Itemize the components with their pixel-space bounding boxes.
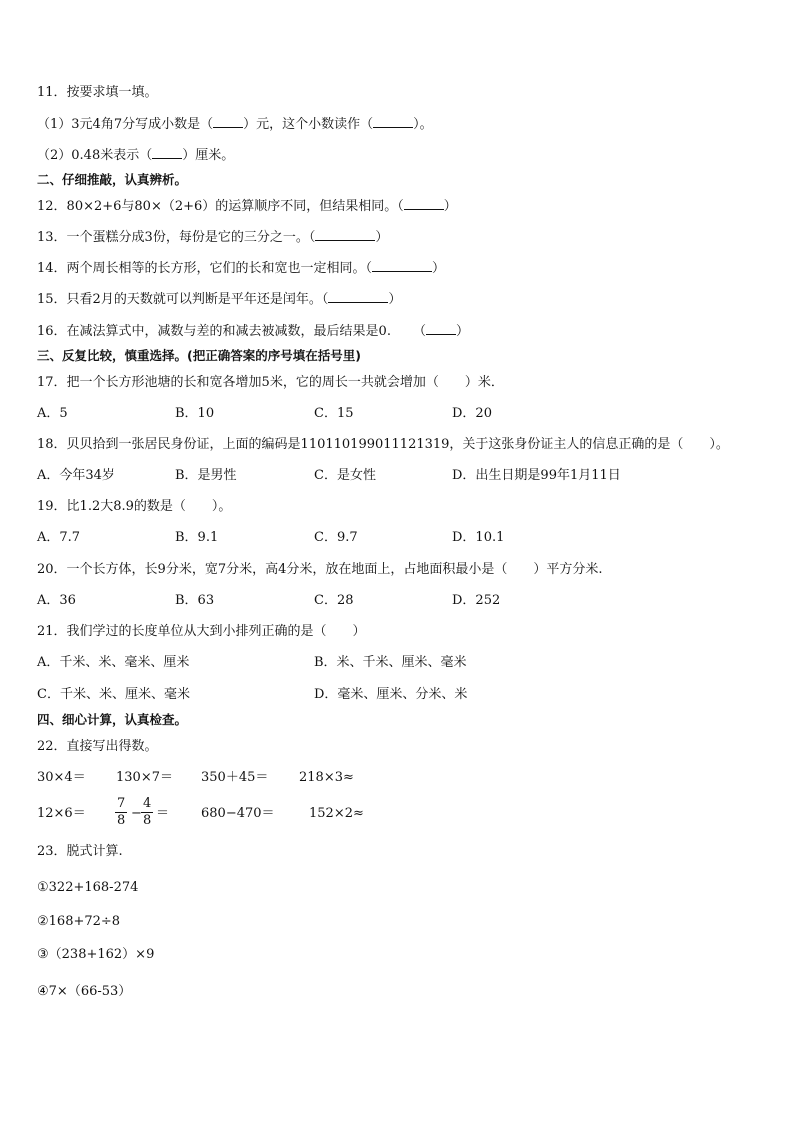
q12-text: 12．80×2+6与80×（2+6）的运算顺序不同，但结果相同。（ xyxy=(37,199,404,214)
q23-item-4: ④7×（66-53） xyxy=(37,984,132,999)
q18-option-a[interactable]: A．今年34岁 xyxy=(37,468,115,483)
q14-text: 14．两个周长相等的长方形，它们的长和宽也一定相同。（ xyxy=(37,261,373,276)
fraction-numerator: 4 xyxy=(143,796,152,811)
q18-option-b[interactable]: B．是男性 xyxy=(175,468,237,483)
q17-text: 17．把一个长方形池塘的长和宽各增加5米，它的周长一共就会增加（ ）米． xyxy=(37,375,504,390)
q19-option-b[interactable]: B．9.1 xyxy=(175,530,219,545)
q19-option-d[interactable]: D．10.1 xyxy=(452,530,505,545)
answer-blank[interactable] xyxy=(426,322,456,335)
fraction-7-8 xyxy=(115,796,127,829)
q17-option-a[interactable]: A．5 xyxy=(37,406,68,421)
fraction-4-8 xyxy=(141,796,153,829)
q21-option-d[interactable]: D．毫米、厘米、分米、米 xyxy=(314,687,468,702)
q18-option-d[interactable]: D．出生日期是99年1月11日 xyxy=(452,468,621,483)
q11-part2-text-b: ）厘米。 xyxy=(182,148,235,163)
q17-option-c[interactable]: C．15 xyxy=(314,406,354,421)
q17-option-d[interactable]: D．20 xyxy=(452,406,492,421)
q16-close: ） xyxy=(455,324,469,339)
section-3-heading: 三、反复比较，慎重选择。(把正确答案的序号填在括号里) xyxy=(37,348,361,363)
q20-option-a[interactable]: A．36 xyxy=(37,593,76,608)
q16-open: （ xyxy=(412,324,426,339)
q22-expr-1: 30×4＝ xyxy=(37,770,86,785)
q11-part1-text-c: ）。 xyxy=(413,117,433,132)
minus-sign: − xyxy=(131,806,142,821)
q22-expr-3: 350＋45＝ xyxy=(201,770,269,785)
q23-item-2: ②168+72÷8 xyxy=(37,914,121,929)
fraction-numerator: 7 xyxy=(117,796,126,811)
section-2-heading: 二、仔细推敲，认真辨析。 xyxy=(37,172,188,187)
q22-expr-5: 12×6＝ xyxy=(37,806,86,821)
q16-text: 16．在减法算式中，减数与差的和减去被减数，最后结果是0. xyxy=(37,324,391,339)
q22-expr-4: 218×3≈ xyxy=(299,770,354,785)
q11-part1 xyxy=(37,115,433,134)
q21-option-c[interactable]: C．千米、米、厘米、毫米 xyxy=(37,687,190,702)
q13-text: 13．一个蛋糕分成3份，每份是它的三分之一。（ xyxy=(37,230,316,245)
q23-item-1: ①322+168-274 xyxy=(37,880,139,895)
q14 xyxy=(37,259,445,278)
q11-part2 xyxy=(37,146,234,165)
answer-blank[interactable] xyxy=(328,290,388,303)
answer-blank[interactable] xyxy=(404,197,444,210)
answer-blank[interactable] xyxy=(372,259,432,272)
q16 xyxy=(37,322,469,341)
q17-option-b[interactable]: B．10 xyxy=(175,406,215,421)
q20-text: 20．一个长方体，长9分米，宽7分米，高4分米，放在地面上，占地面积最小是（ ）平方分米. xyxy=(37,562,603,577)
q20-option-b[interactable]: B．63 xyxy=(175,593,215,608)
q19-text: 19．比1.2大8.9的数是（ ）。 xyxy=(37,499,232,514)
fraction-denominator: 8 xyxy=(143,813,152,828)
answer-blank[interactable] xyxy=(373,115,413,128)
q21-option-b[interactable]: B．米、千米、厘米、毫米 xyxy=(314,655,467,670)
q23-text: 23．脱式计算. xyxy=(37,844,123,859)
q22-text: 22．直接写出得数。 xyxy=(37,739,158,754)
q14-close: ） xyxy=(432,261,446,276)
q22-expr-8: 152×2≈ xyxy=(309,806,364,821)
q21-option-a[interactable]: A．千米、米、毫米、厘米 xyxy=(37,655,190,670)
q22-expr-7: 680−470＝ xyxy=(201,806,275,821)
q15 xyxy=(37,290,401,309)
q18-option-c[interactable]: C．是女性 xyxy=(314,468,376,483)
answer-blank[interactable] xyxy=(213,115,243,128)
q19-option-c[interactable]: C．9.7 xyxy=(314,530,358,545)
q15-close: ） xyxy=(388,292,402,307)
q20-option-c[interactable]: C．28 xyxy=(314,593,354,608)
q13-close: ） xyxy=(375,230,389,245)
answer-blank[interactable] xyxy=(315,228,375,241)
equals-sign: ＝ xyxy=(156,806,170,821)
q12 xyxy=(37,197,457,216)
q15-text: 15．只看2月的天数就可以判断是平年还是闰年。（ xyxy=(37,292,329,307)
q20-option-d[interactable]: D．252 xyxy=(452,593,501,608)
q11-part1-text-a: （1）3元4角7分写成小数是（ xyxy=(37,117,214,132)
q11-part2-text-a: （2）0.48米表示（ xyxy=(37,148,153,163)
q19-option-a[interactable]: A．7.7 xyxy=(37,530,81,545)
q12-close: ） xyxy=(443,199,457,214)
q22-expr-2: 130×7＝ xyxy=(116,770,173,785)
q18-text: 18．贝贝拾到一张居民身份证，上面的编码是110110199011121319，关于这张身份证主人的信息正确的是（ ）。 xyxy=(37,437,729,452)
q11-title: 11．按要求填一填。 xyxy=(37,85,158,100)
q23-item-3: ③（238+162）×9 xyxy=(37,947,155,962)
q13 xyxy=(37,228,388,247)
answer-blank[interactable] xyxy=(152,146,182,159)
section-4-heading: 四、细心计算，认真检查。 xyxy=(37,712,188,727)
q11-part1-text-b: ）元，这个小数读作（ xyxy=(243,117,374,132)
q21-text: 21．我们学过的长度单位从大到小排列正确的是（ ） xyxy=(37,624,366,639)
fraction-denominator: 8 xyxy=(117,813,126,828)
